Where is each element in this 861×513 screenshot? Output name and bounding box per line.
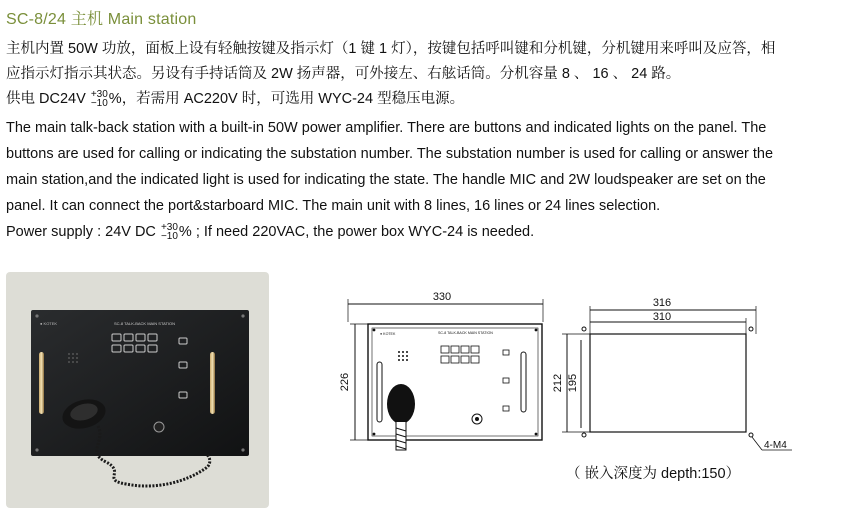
drawing-handset-icon xyxy=(387,384,415,424)
en-tolerance xyxy=(161,223,178,241)
front-view-outline xyxy=(368,324,542,440)
side-view-outline xyxy=(590,334,746,432)
panel-screw-icon xyxy=(35,314,38,317)
brand-logo: ● KOTEK xyxy=(40,321,58,326)
volume-knob-icon xyxy=(154,422,164,432)
panel-screw-icon xyxy=(241,448,244,451)
en-power-supply: Power supply : 24V DC xyxy=(6,224,156,240)
tol-minus: −10 xyxy=(90,98,108,110)
cn-line-1: 主机内置 50W 功放，面板上设有轻触按键及指示灯（1 键 1 灯），按键包括呼叫键和分机键，分机键用来呼叫及应答，相 xyxy=(6,41,776,57)
product-photo xyxy=(6,272,269,508)
panel-screw-icon xyxy=(35,448,38,451)
cn-power-note: ，若需用 AC220V 时，可选用 WYC-24 型稳压电源。 xyxy=(121,91,465,107)
front-width-dimension: 330 xyxy=(432,291,452,303)
tol-plus: +30 xyxy=(90,89,108,101)
front-panel-photo xyxy=(31,310,249,456)
en-tol-minus: −10 xyxy=(160,231,178,243)
mounting-screw-label: 4-M4 xyxy=(764,440,787,451)
main-station-photo-illustration xyxy=(6,272,269,508)
cn-line-3 xyxy=(6,87,855,112)
front-height-dimension: 226 xyxy=(339,372,351,392)
side-height-inner: 195 xyxy=(567,373,579,393)
side-height-outer: 212 xyxy=(552,373,564,393)
mounting-hole-icon xyxy=(749,433,753,437)
en-line-5 xyxy=(6,219,855,245)
chinese-description xyxy=(6,37,855,112)
en-tol-percent: % xyxy=(178,224,192,240)
dimension-drawing-svg xyxy=(300,282,800,462)
en-line-4: panel. It can connect the port&starboard MIC. The main unit with 8 lines, 16 lines or 24 lines selection. xyxy=(6,198,661,214)
en-power-note: ; If need 220VAC, the power box WYC-24 is needed. xyxy=(195,224,535,240)
english-description xyxy=(6,115,855,245)
dimension-drawing xyxy=(300,282,800,467)
cn-tolerance xyxy=(91,90,108,108)
speaker-grille-icon xyxy=(68,353,78,363)
photo-panel-label: SC-8 TALK-BACK MAIN STATION xyxy=(114,321,176,326)
cn-power-supply: 供电 DC24V xyxy=(6,91,86,107)
left-handle-icon xyxy=(39,352,44,414)
drawing-brand-logo: ● KOTEK xyxy=(380,332,396,336)
page-title: SC-8/24 主机 Main station xyxy=(6,11,197,28)
tol-percent: % xyxy=(108,91,122,107)
cn-line-2: 应指示灯指示其状态。另设有手持话筒及 2W 扬声器，可外接左、右舷话筒。分机容量 8 、 16 、 24 路。 xyxy=(6,66,681,82)
panel-screw-icon xyxy=(241,314,244,317)
side-width-outer: 316 xyxy=(652,297,672,309)
depth-note: （ 嵌入深度为 depth:150） xyxy=(566,466,741,482)
drawing-speaker-icon xyxy=(398,351,408,361)
en-line-2: buttons are used for calling or indicating the substation number. The substation number is used for calling or answer the xyxy=(6,146,774,162)
side-width-inner: 310 xyxy=(652,311,672,323)
drawing-panel-label: SC-8 TALK-BACK MAIN STATION xyxy=(438,331,493,335)
en-line-3: main station,and the indicated light is used for indicating the state. The handle MIC and 2W loudspeaker are set on the xyxy=(6,172,766,188)
en-line-1: The main talk-back station with a built-in 50W power amplifier. There are buttons and indicated lights on the panel. The xyxy=(6,120,767,136)
right-handle-icon xyxy=(210,352,215,414)
en-tol-plus: +30 xyxy=(160,222,178,234)
